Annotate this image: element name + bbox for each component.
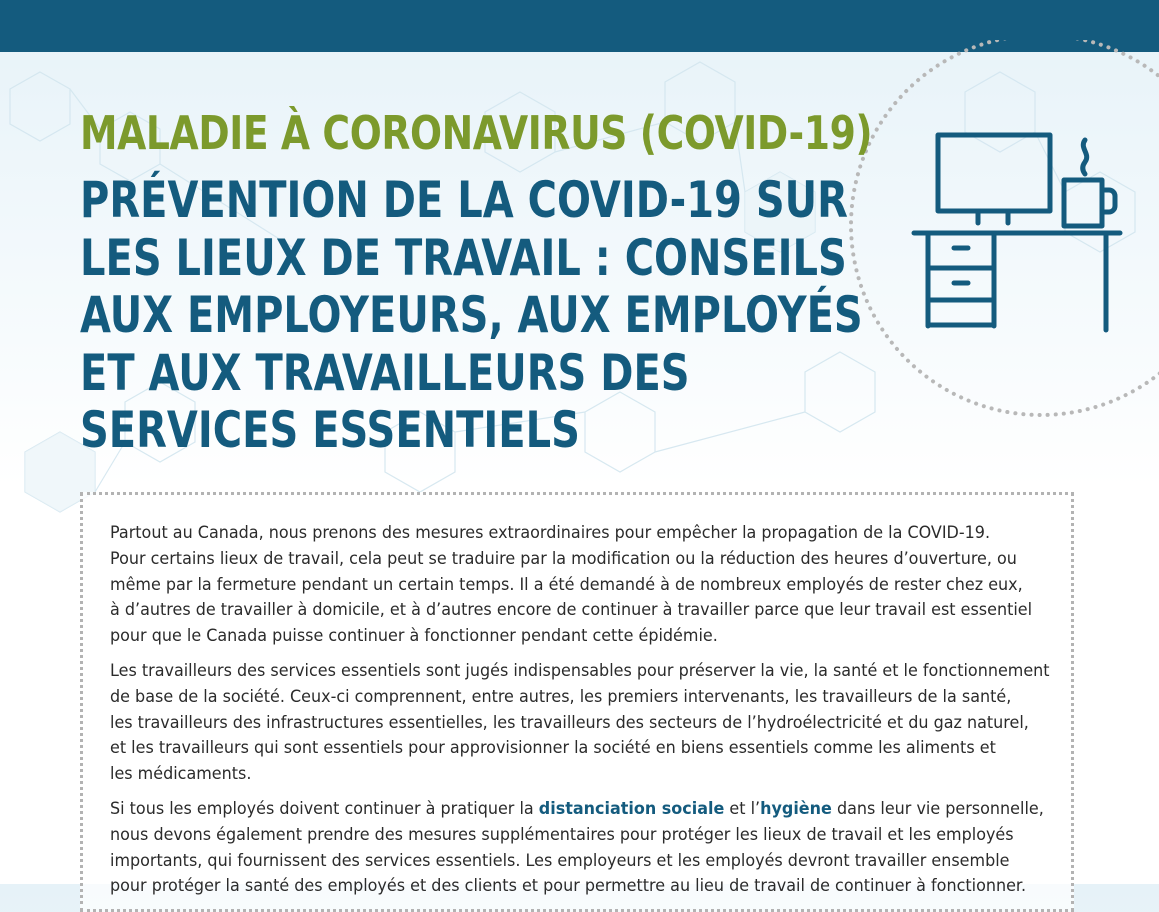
text-line: Les travailleurs des services essentiels sont jugés indispensables pour préserver la vie, la santé et le fonctionnement — [110, 660, 1050, 681]
text-line: Partout au Canada, nous prenons des mesures extraordinaires pour empêcher la propagation de la COVID-19. — [110, 523, 991, 543]
paragraph-3 — [110, 797, 1060, 900]
intro-text — [110, 521, 1060, 909]
text-line: les travailleurs des infrastructures essentielles, les travailleurs des secteurs de l’hydroélectricité et du gaz naturel, — [110, 712, 1029, 733]
hygiene-link[interactable]: hygiène — [760, 798, 832, 819]
text-line: de base de la société. Ceux-ci comprennent, entre autres, les premiers intervenants, les travailleurs de la santé, — [110, 686, 1012, 707]
kicker-heading: MALADIE À CORONAVIRUS (COVID-19) — [80, 106, 873, 160]
title-line: SERVICES ESSENTIELS — [80, 401, 580, 459]
title-line: PRÉVENTION DE LA COVID-19 SUR — [80, 171, 848, 229]
text-segment: Si tous les employés doivent continuer à pratiquer la — [110, 798, 539, 819]
text-line: pour que le Canada puisse continuer à fonctionner pendant cette épidémie. — [110, 626, 718, 647]
title-line: LES LIEUX DE TRAVAIL : CONSEILS — [80, 228, 847, 287]
text-segment: dans leur vie personnelle, — [831, 798, 1044, 819]
page-title — [80, 171, 863, 460]
text-line: nous devons également prendre des mesures supplémentaires pour protéger les lieux de travail et les employés — [110, 824, 1014, 845]
text-line: pour protéger la santé des employés et des clients et pour permettre au lieu de travail de continuer à fonctionner. — [110, 876, 1027, 897]
text-line — [110, 797, 1044, 823]
text-line: importants, qui fournissent des services essentiels. Les employeurs et les employés devront travailler ensemble — [110, 850, 1010, 871]
text-segment: et l’ — [724, 798, 761, 819]
social-distancing-link[interactable]: distanciation sociale — [538, 798, 725, 819]
text-line: Pour certains lieux de travail, cela peut se traduire par la modification ou la réduction des heures d’ouverture, ou — [110, 548, 1017, 569]
paragraph-2 — [110, 659, 1060, 788]
text-line: et les travailleurs qui sont essentiels pour approvisionner la société en biens essentiels comme les aliments et — [110, 738, 996, 759]
text-line: à d’autres de travailler à domicile, et à d’autres encore de continuer à travailler parce que leur travail est essentiel — [110, 600, 1033, 621]
text-line: même par la fermeture pendant un certain temps. Il a été demandé à de nombreux employés de rester chez eux, — [110, 574, 1023, 595]
paragraph-1 — [110, 521, 1060, 650]
title-line: ET AUX TRAVAILLEURS DES — [80, 343, 690, 402]
text-line: les médicaments. — [110, 764, 252, 785]
title-line: AUX EMPLOYEURS, AUX EMPLOYÉS — [80, 286, 863, 344]
desk-computer-icon — [910, 128, 1125, 338]
